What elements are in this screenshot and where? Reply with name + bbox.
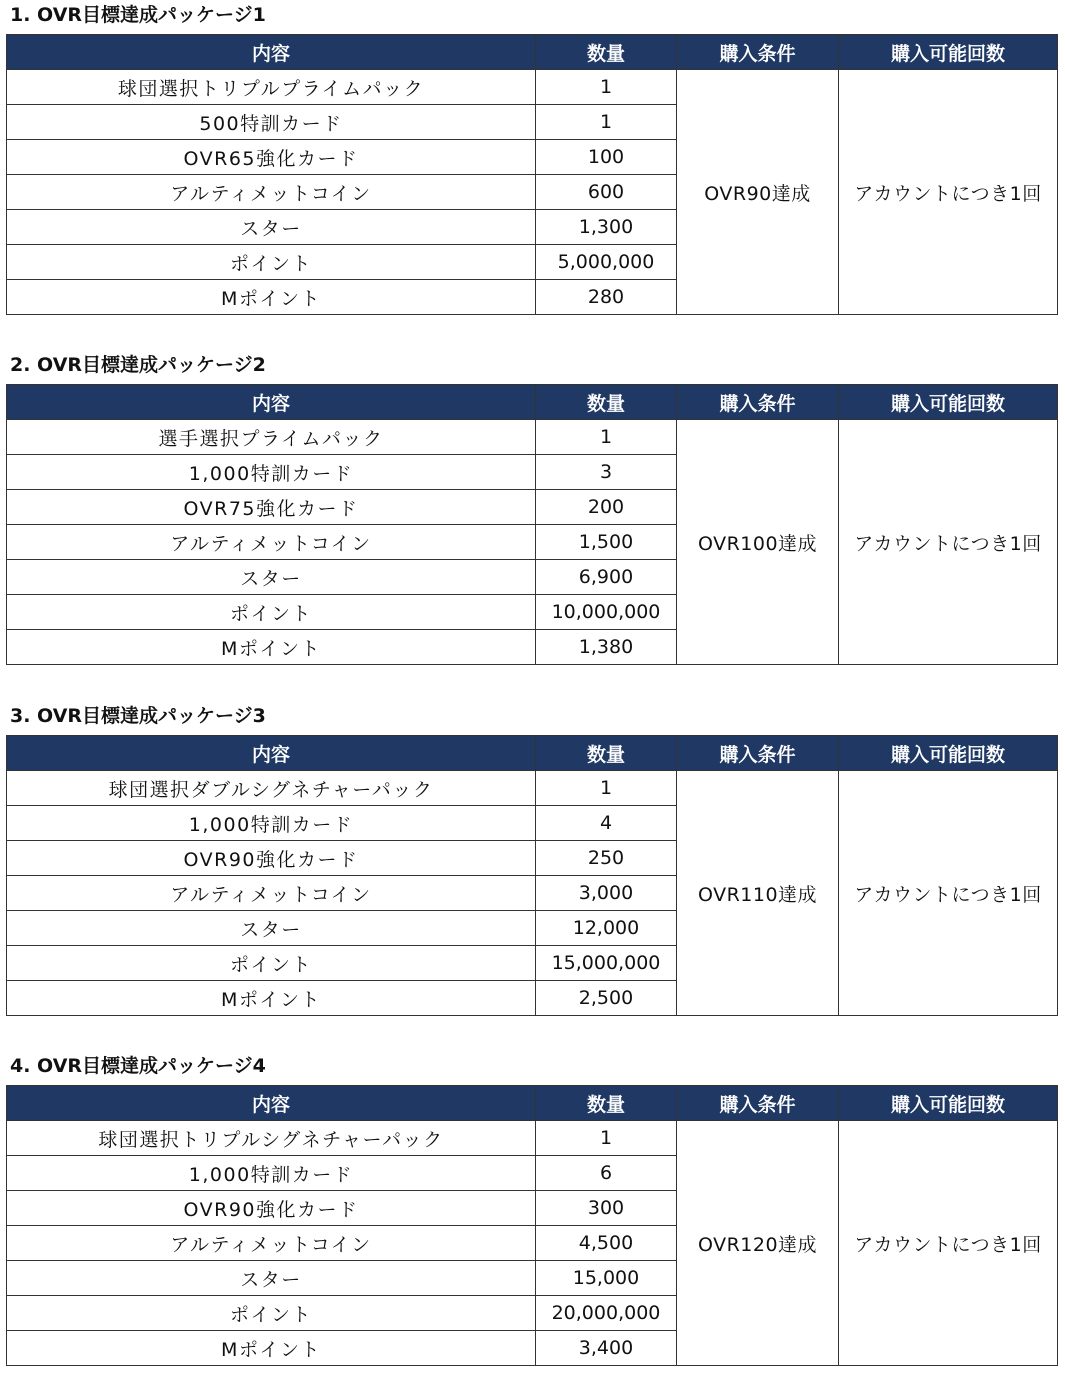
item-quantity: 100 — [536, 140, 677, 175]
item-name: 選手選択プライムパック — [7, 420, 536, 455]
header-condition: 購入条件 — [677, 1086, 839, 1121]
purchase-limit: アカウントにつき1回 — [839, 1121, 1058, 1366]
item-name: アルティメットコイン — [7, 1226, 536, 1261]
item-quantity: 250 — [536, 841, 677, 876]
item-quantity: 1 — [536, 420, 677, 455]
item-quantity: 20,000,000 — [536, 1296, 677, 1331]
item-quantity: 1 — [536, 771, 677, 806]
purchase-condition: OVR90達成 — [677, 70, 839, 315]
purchase-limit: アカウントにつき1回 — [839, 420, 1058, 665]
purchase-limit: アカウントにつき1回 — [839, 771, 1058, 1016]
header-limit: 購入可能回数 — [839, 1086, 1058, 1121]
item-name: ポイント — [7, 595, 536, 630]
package-title: 4. OVR目標達成パッケージ4 — [10, 1055, 266, 1077]
item-name: 500特訓カード — [7, 105, 536, 140]
header-quantity: 数量 — [536, 385, 677, 420]
header-limit: 購入可能回数 — [839, 35, 1058, 70]
table-row — [7, 70, 1058, 105]
item-quantity: 1 — [536, 70, 677, 105]
table-header-row — [7, 35, 1058, 70]
item-quantity: 5,000,000 — [536, 245, 677, 280]
table-header-row — [7, 736, 1058, 771]
header-quantity: 数量 — [536, 35, 677, 70]
item-name: スター — [7, 560, 536, 595]
item-name: OVR65強化カード — [7, 140, 536, 175]
package-title: 3. OVR目標達成パッケージ3 — [10, 705, 266, 727]
item-name: OVR75強化カード — [7, 490, 536, 525]
item-quantity: 10,000,000 — [536, 595, 677, 630]
header-content: 内容 — [7, 736, 536, 771]
item-name: スター — [7, 210, 536, 245]
item-name: Mポイント — [7, 630, 536, 665]
item-quantity: 1,500 — [536, 525, 677, 560]
header-quantity: 数量 — [536, 736, 677, 771]
item-name: ポイント — [7, 245, 536, 280]
item-name: ポイント — [7, 946, 536, 981]
item-name: Mポイント — [7, 981, 536, 1016]
item-name: 球団選択トリプルプライムパック — [7, 70, 536, 105]
item-name: ポイント — [7, 1296, 536, 1331]
header-content: 内容 — [7, 35, 536, 70]
item-quantity: 1 — [536, 105, 677, 140]
purchase-condition: OVR100達成 — [677, 420, 839, 665]
item-name: OVR90強化カード — [7, 1191, 536, 1226]
item-quantity: 4 — [536, 806, 677, 841]
package-table — [6, 34, 1058, 315]
header-condition: 購入条件 — [677, 35, 839, 70]
package-title: 1. OVR目標達成パッケージ1 — [10, 4, 266, 26]
item-quantity: 6,900 — [536, 560, 677, 595]
item-quantity: 6 — [536, 1156, 677, 1191]
item-quantity: 300 — [536, 1191, 677, 1226]
package-table — [6, 735, 1058, 1016]
purchase-limit: アカウントにつき1回 — [839, 70, 1058, 315]
header-quantity: 数量 — [536, 1086, 677, 1121]
header-content: 内容 — [7, 385, 536, 420]
item-name: スター — [7, 1261, 536, 1296]
item-quantity: 1 — [536, 1121, 677, 1156]
item-quantity: 1,380 — [536, 630, 677, 665]
header-limit: 購入可能回数 — [839, 385, 1058, 420]
item-name: スター — [7, 911, 536, 946]
table-header-row — [7, 1086, 1058, 1121]
item-quantity: 3,400 — [536, 1331, 677, 1366]
item-quantity: 2,500 — [536, 981, 677, 1016]
header-limit: 購入可能回数 — [839, 736, 1058, 771]
item-name: 1,000特訓カード — [7, 1156, 536, 1191]
table-row — [7, 1121, 1058, 1156]
item-name: Mポイント — [7, 1331, 536, 1366]
package-title: 2. OVR目標達成パッケージ2 — [10, 354, 266, 376]
table-header-row — [7, 385, 1058, 420]
item-name: 球団選択ダブルシグネチャーパック — [7, 771, 536, 806]
header-content: 内容 — [7, 1086, 536, 1121]
package-table — [6, 384, 1058, 665]
item-quantity: 15,000 — [536, 1261, 677, 1296]
item-quantity: 4,500 — [536, 1226, 677, 1261]
item-quantity: 3,000 — [536, 876, 677, 911]
purchase-condition: OVR120達成 — [677, 1121, 839, 1366]
header-condition: 購入条件 — [677, 736, 839, 771]
purchase-condition: OVR110達成 — [677, 771, 839, 1016]
item-name: アルティメットコイン — [7, 876, 536, 911]
package-table — [6, 1085, 1058, 1366]
item-quantity: 280 — [536, 280, 677, 315]
item-name: Mポイント — [7, 280, 536, 315]
table-row — [7, 420, 1058, 455]
item-name: 1,000特訓カード — [7, 455, 536, 490]
item-name: OVR90強化カード — [7, 841, 536, 876]
table-row — [7, 771, 1058, 806]
item-name: アルティメットコイン — [7, 525, 536, 560]
item-quantity: 15,000,000 — [536, 946, 677, 981]
item-name: 球団選択トリプルシグネチャーパック — [7, 1121, 536, 1156]
item-quantity: 600 — [536, 175, 677, 210]
item-name: アルティメットコイン — [7, 175, 536, 210]
header-condition: 購入条件 — [677, 385, 839, 420]
item-name: 1,000特訓カード — [7, 806, 536, 841]
item-quantity: 1,300 — [536, 210, 677, 245]
item-quantity: 200 — [536, 490, 677, 525]
item-quantity: 3 — [536, 455, 677, 490]
item-quantity: 12,000 — [536, 911, 677, 946]
